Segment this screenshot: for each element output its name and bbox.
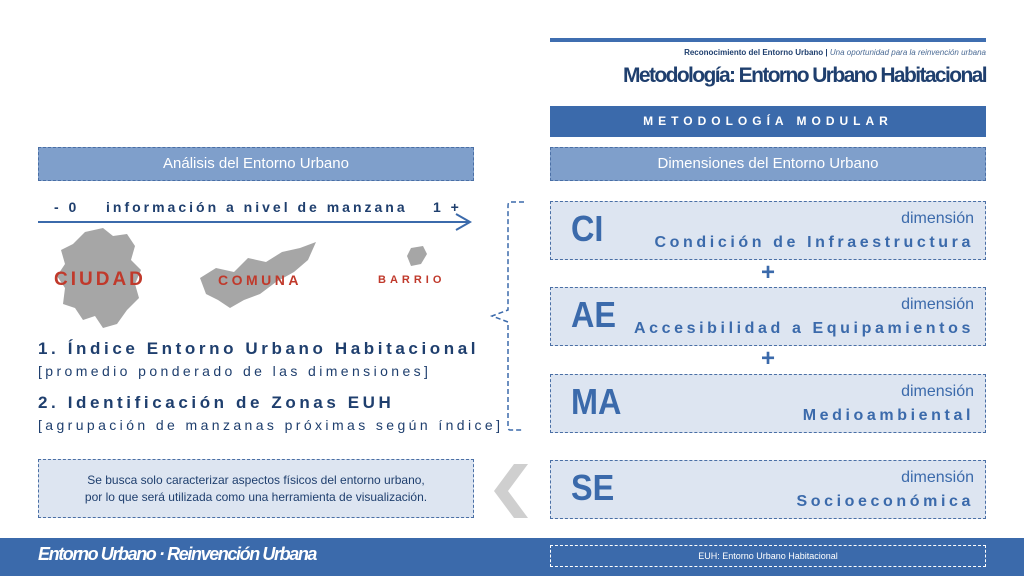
dimension-code: SE — [571, 467, 615, 508]
bullet-2-title: 2. Identificación de Zonas EUH — [38, 393, 395, 412]
header-subtitle — [550, 48, 986, 57]
subtitle-italic: Una oportunidad para la reinvención urbana — [829, 48, 986, 57]
bullet-2-sub: [agrupación de manzanas próximas según índice] — [38, 417, 504, 433]
dimension-name: Condición de Infraestructura — [654, 234, 974, 251]
note-line-2: por lo que será utilizada como una herramienta de visualización. — [84, 490, 428, 504]
dimension-label: dimensión — [901, 383, 974, 400]
dimension-code: CI — [571, 208, 604, 249]
dimension-ae — [550, 287, 986, 346]
section-bar: METODOLOGÍA MODULAR — [550, 106, 986, 137]
dimension-name: Medioambiental — [802, 407, 974, 424]
level-ciudad: CIUDAD — [54, 269, 146, 290]
plus-sign: + — [760, 259, 775, 286]
dimension-label: dimensión — [901, 469, 974, 486]
left-header: Análisis del Entorno Urbano — [38, 147, 474, 181]
level-barrio: BARRIO — [378, 274, 446, 286]
dimension-code: AE — [571, 294, 617, 335]
dimension-se — [550, 460, 986, 519]
page-title: Metodología: Entorno Urbano Habitacional — [623, 64, 986, 87]
bracket-connector — [488, 198, 528, 438]
dimension-ci — [550, 201, 986, 260]
dimension-code: MA — [571, 381, 622, 422]
bullet-1-sub: [promedio ponderado de las dimensiones] — [38, 363, 432, 379]
right-header: Dimensiones del Entorno Urbano — [550, 147, 986, 181]
note-line-1: Se busca solo caracterizar aspectos físicos del entorno urbano, — [87, 473, 425, 487]
dimension-ma — [550, 374, 986, 433]
subtitle-bold: Reconocimiento del Entorno Urbano | — [684, 48, 828, 57]
barrio-map-icon — [405, 244, 429, 268]
plus-sign: + — [760, 345, 775, 372]
scale-plus: 1 + — [433, 199, 462, 215]
top-rule — [550, 38, 986, 42]
dimension-label: dimensión — [901, 296, 974, 313]
dimension-name: Socioeconómica — [796, 493, 974, 510]
note-box — [38, 459, 474, 518]
footer-title: Entorno Urbano · Reinvención Urbana — [38, 544, 317, 564]
dimension-name: Accesibilidad a Equipamientos — [633, 320, 974, 337]
bullet-1-title: 1. Índice Entorno Urbano Habitacional — [38, 339, 480, 358]
scale-minus: - 0 — [54, 199, 80, 215]
dimension-label: dimensión — [901, 210, 974, 227]
scale-label: información a nivel de manzana — [106, 199, 408, 215]
footer-note: EUH: Entorno Urbano Habitacional — [550, 545, 986, 567]
level-comuna: COMUNA — [218, 272, 302, 288]
chevron-left-icon — [492, 464, 532, 518]
